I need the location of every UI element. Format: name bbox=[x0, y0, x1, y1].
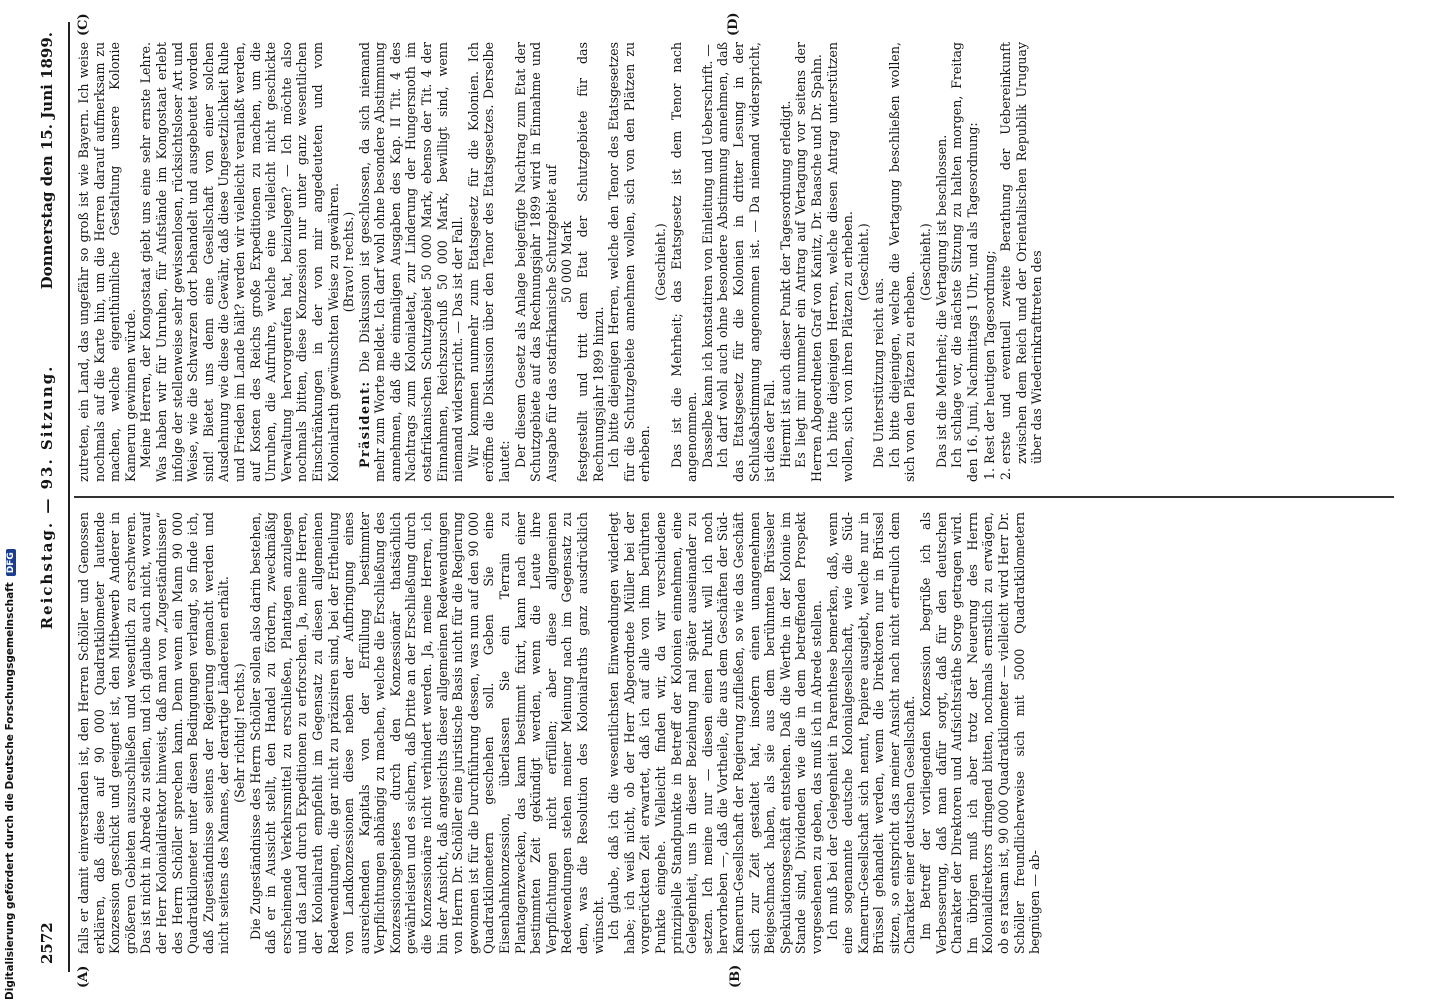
speaker-label: Präsident: bbox=[356, 380, 372, 468]
president-paragraph bbox=[357, 42, 466, 482]
margin-mark-c: (C) bbox=[76, 13, 91, 36]
session-date: Donnerstag den 15. Juni 1899. bbox=[38, 32, 56, 290]
dfg-logo: DFG bbox=[6, 549, 16, 576]
paragraph: Im Betreff der vorliegenden Konzession begrüße ich als Verbesserung, daß man dafür sorgt, daß für den deutschen Charakter der Direktoren und Aufsichtsräthe Sorge getragen wird. Im übrigen muß ich aber trotz der Neuerung des Herrn Kolonialdirektors dringend bitten, nochmals ernstlich zu erwägen, ob es ratsam ist, 90 000 Quadratkilometer — vielleicht wird Herr Dr. Schöller freundlicherweise sich mit 5000 Quadratkilometern begnügen — ab- bbox=[918, 512, 1043, 954]
amount: 50 000 Mark bbox=[559, 220, 575, 304]
paragraph: Ich bitte diejenigen, welche die Vertagung beschließen wollen, sich von den Plätzen zu erheben. bbox=[886, 42, 918, 482]
digitization-credit bbox=[4, 549, 16, 1000]
left-column bbox=[76, 512, 1386, 954]
paragraph: Der diesem Gesetz als Anlage beigefügte Nachtrag zum Etat der Schutzgebiete auf das Rechnungsjahr 1899 wird in Einnahme und Ausgabe für das ostafrikanische Schutzgebiet auf bbox=[512, 42, 559, 482]
agenda-item: 2. erste und eventuell zweite Berathung der Uebereinkunft zwischen dem Reich und der Orientalischen Republik Uruguay über das Wiederinkrafttreten des bbox=[998, 42, 1045, 464]
column-divider bbox=[74, 497, 1394, 499]
agenda-item: 1. Rest der heutigen Tagesordnung; bbox=[982, 42, 998, 464]
event-note: (Geschieht.) bbox=[652, 223, 668, 301]
paragraph: Es liegt mir nunmehr ein Antrag auf Vertagung vor seitens der Herren Abgeordneten Graf von Kanitz, Dr. Baasche und Dr. Spahn. bbox=[793, 42, 824, 482]
document-page bbox=[32, 12, 1402, 988]
event-note: (Geschieht.) bbox=[918, 223, 934, 301]
paragraph: Hiermit ist auch dieser Punkt der Tagesordnung erledigt. bbox=[777, 100, 793, 468]
paragraph: Das ist die Mehrheit; die Vertagung ist beschlossen. bbox=[933, 134, 949, 468]
event-note: (Geschieht.) bbox=[855, 223, 871, 301]
paragraph: Wir kommen nunmehr zum Etatsgesetz für die Kolonien. Ich eröffne die Diskussion über den Tenor des Etatsgesetzes. Derselbe lautet: bbox=[465, 42, 513, 482]
applause-note: (Bravo! rechts.) bbox=[341, 211, 357, 313]
margin-mark-b: (B) bbox=[728, 964, 743, 988]
applause-note: (Sehr richtig! rechts.) bbox=[231, 663, 247, 803]
paragraph: Ich bitte diejenigen Herren, welche den Tenor des Etatsgesetzes für die Schutzgebiete annehmen wollen, sich von den Plätzen zu erheben. bbox=[606, 42, 653, 482]
paragraph: zutreten, ein Land, das ungefähr so groß ist wie Bayern. Ich weise nochmals auf die Karte hin, um die Herren darauf aufmerksam zu machen, welche eigenthümliche Gestaltung unsere Kolonie Kamerun gewinnen würde. bbox=[76, 42, 138, 482]
paragraph: Ich darf wohl auch ohne besondere Abstimmung annehmen, daß das Etatsgesetz für die Kolonien in dritter Lesung in der Schlußabstimmung angenommen ist. — Da niemand widerspricht, ist dies der Fall. bbox=[715, 42, 778, 482]
paragraph: Dasselbe kann ich konstatiren von Einleitung und Ueberschrift. — bbox=[699, 43, 715, 468]
paragraph: Das ist die Mehrheit; das Etatsgesetz ist dem Tenor nach angenommen. bbox=[668, 42, 700, 482]
margin-mark-a: (A) bbox=[76, 965, 91, 988]
paragraph: Ich schlage vor, die nächste Sitzung zu halten morgen, Freitag den 16. Juni, Nachmittags 1 Uhr, und als Tagesordnung: bbox=[949, 42, 980, 482]
margin-mark-d: (D) bbox=[726, 12, 741, 36]
page-title: Reichstag. — 93. Sitzung. bbox=[38, 364, 56, 630]
header-rule bbox=[68, 22, 70, 972]
paragraph: festgestellt und tritt dem Etat der Schutzgebiete für das Rechnungsjahr 1899 hinzu. bbox=[575, 42, 606, 482]
page-header bbox=[32, 22, 64, 972]
right-column bbox=[76, 42, 1386, 482]
paragraph: Ich glaube, daß ich die wesentlichsten Einwendungen widerlegt habe; ich weiß nicht, ob der Herr Abgeordnete Müller bei der vorgerückten Zeit erwartet, daß ich auf alle von ihm berührten Punkte eingehe. Vielleicht finden wir, da wir verschiedene prinzipielle Standpunkte in Betreff der Kolonien einnehmen, eine Gelegenheit, uns in dieser Beziehung mal später auseinander zu setzen. Ich meine nur — diesen einen Punkt will ich noch hervorheben —, daß die Vortheile, die aus dem Geschäften der Süd-Kamerun-Gesellschaft der Regierung zufließen, so wie das Geschäft sich zur Zeit gestaltet hat, insofern einen unangenehmen Beigeschmack haben, als sie aus dem berühmten Brüsseler Spekulationsgeschäft entstehen. Daß die Werthe in der Kolonie im Stande sind, Dividenden wie die in dem betreffenden Prospekt vorgesehenen zu geben, das muß ich in Abrede stellen. bbox=[606, 512, 824, 954]
paragraph: Die Unterstützung reicht aus. bbox=[871, 277, 887, 468]
credit-text: Digitalisierung gefördert durch die Deutsche Forschungsgemeinschaft bbox=[4, 582, 16, 1000]
paragraph: falls er damit einverstanden ist, den Herren Schöller und Genossen erklären, daß diese auf 90 000 Quadratkilometer lautende Konzession geschickt und geeignet ist, den Mitbewerb Anderer in größeren Gebieten auszuschließen und wesentlich zu erschweren. Das ist nicht in Abrede zu stellen, und ich glaube auch nicht, worauf der Herr Kolonialdirektor hinweist, daß man von „Zugeständnissen“ des Herrn Schöller sprechen kann. Denn wenn ein Mann 90 000 Quadratkilometer unter diesen Bedingungen verlangt, so finde ich, daß Zugeständnisse seitens der Regierung gemacht werden und nicht seitens des Mannes, der derartige Ländereien erhält. bbox=[76, 512, 232, 954]
page-number: 2572 bbox=[38, 922, 56, 964]
paragraph-text: Die Diskussion ist geschlossen, da sich niemand mehr zum Worte meldet. Ich darf wohl ohne besondere Abstimmung annehmen, daß die einmaligen Ausgaben des Kap. II Tit. 4 des Nachtrags zum Kolonialetat, zur Linderung der Hungersnoth im ostafrikanischen Schutzgebiet 50 000 Mark, ebenso der Tit. 4 der Einnahmen, Reichszuschuß 50 000 Mark, bewilligt sind, wenn niemand widerspricht. — Das ist der Fall. bbox=[356, 42, 466, 482]
paragraph: Die Zugeständnisse des Herrn Schöller sollen also darin bestehen, daß er in Aussicht stellt, den Handel zu fördern, zweckmäßig erscheinende Verkehrsmittel zu erschließen, Plantagen anzulegen und das Land durch Expeditionen zu erforschen. Ja, meine Herren, der Kolonialrath empfiehlt im Gegensatz zu diesen allgemeinen Redewendungen, die gar nicht zu präzisiren sind, bei der Ertheilung von Landkonzessionen diese neben der Aufbringung eines ausreichenden Kapitals von der Erfüllung bestimmter Verpflichtungen abhängig zu machen, welche die Erschließung des Konzessionsgebietes durch den Konzessionär thatsächlich gewährleisten und es sichern, daß Dritte an der Erschließung durch die Konzessionäre nicht verhindert werden. Ja, meine Herren, ich bin der Ansicht, daß angesichts dieser allgemeinen Redewendungen von Herrn Dr. Schöller eine juristische Basis nicht für die Regierung gewonnen ist für die Durchführung dessen, was nun auf den 90 000 Quadratkilometern geschehen soll. Geben Sie eine Eisenbahnkonzession, überlassen Sie ein Terrain zu Plantagenzwecken, das kann bestimmt fixirt, kann nach einer bestimmten Zeit gekündigt werden, wenn die Leute ihre Verpflichtungen nicht erfüllen; aber diese allgemeinen Redewendungen stehen meiner Meinung nach im Gegensatz zu dem, was die Resolution des Kolonialraths ganz ausdrücklich wünscht. bbox=[247, 512, 606, 954]
agenda-list bbox=[982, 42, 1044, 464]
paragraph: Ich muß bei der Gelegenheit in Parenthese bemerken, daß, wenn eine sogenannte deutsche Kolonialgesellschaft, wie die Süd-Kamerun-Gesellschaft sich nennt, Papiere ausgiebt, welche nur in Brüssel gehandelt werden, wenn die Direktoren nur in Brüssel sitzen, so entspricht das meiner Ansicht nach nicht erfreulich dem Charakter einer deutschen Gesellschaft. bbox=[824, 512, 918, 954]
paragraph: Ich bitte diejenigen Herren, welche diesen Antrag unterstützen wollen, sich von ihren Plätzen zu erheben. bbox=[824, 42, 856, 482]
paragraph: Meine Herren, der Kongostaat giebt uns eine sehr ernste Lehre. Was haben wir für Unruhen, für Aufstände im Kongostaat erlebt infolge der stellenweise sehr gewissenlosen, rücksichtsloser Art und Weise, wie die Schwarzen dort behandelt und ausgebeutet worden sind! Bietet uns denn eine Gesellschaft von einer solchen Ausdehnung wie diese die Gewähr, daß diese Ungesetzlichkeit Ruhe und Frieden im Lande hält? werden wir vielleicht veranlaßt werden, auf Kosten des Reichs große Expeditionen zu machen, um die Unruhen, die Aufruhre, welche eine vielleicht nicht geschickte Verwaltung hervorgerufen hat, beizulegen? — Ich möchte also nochmals bitten, diese Konzession nur unter ganz wesentlichen Einschränkungen in der von mir angedeuteten und vom Kolonialrath gewünschten Weise zu gewähren. bbox=[138, 42, 341, 482]
